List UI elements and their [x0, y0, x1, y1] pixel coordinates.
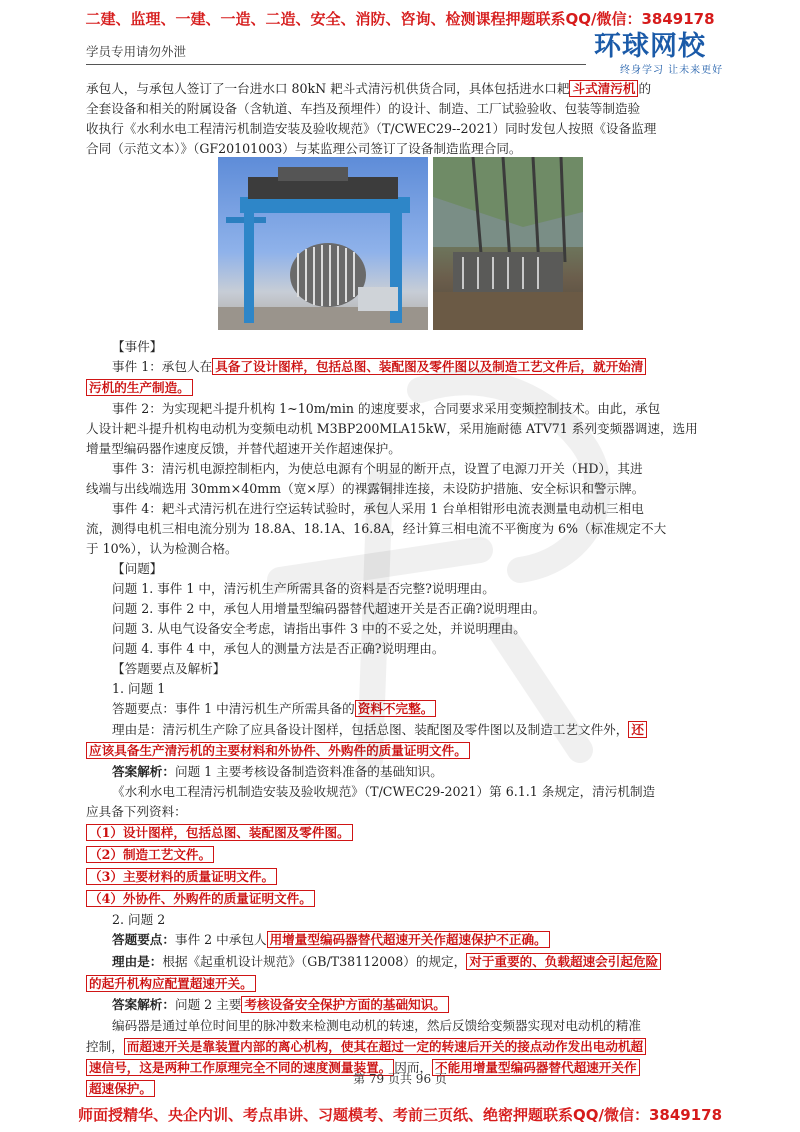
answer-1-reason-line-2 [86, 741, 736, 760]
events-heading: 【事件】 [112, 339, 163, 354]
intro-line-2: 全套设备和相关的附属设备（含轨道、车挡及预埋件）的设计、制造、工厂试验验收、包装等制造验 [86, 101, 641, 116]
intro-line-3: 收执行《水利水电工程清污机制造安装及验收规范》（T/CWEC29--2021）同时发包人按照《设备监理 [86, 121, 657, 136]
answer-2-point: 答题要点：事件 2 中承包人 用增量型编码器替代超速开关作超速保护不正确。 [112, 930, 762, 949]
answer-1-item-1: （1）设计图样，包括总图、装配图及零件图。 [86, 823, 736, 842]
answer-1-point: 答题要点：事件 1 中清污机生产所需具备的 资料不完整。 [112, 699, 762, 718]
highlight: 考核设备安全保护方面的基础知识。 [241, 996, 449, 1013]
answer-2-encoder-line-3: 速信号，这是两种工作原理完全不同的速度测量装置。 因而， 不能用增量型编码器替代超速开关作 [86, 1058, 736, 1077]
school-logo [594, 31, 744, 76]
photo-site-trash-rake [433, 157, 583, 330]
answer-2-reason-line-1: 理由是：根据《起重机设计规范》（GB/T38112008）的规定， 对于重要的、负载超速会引起危险 [112, 952, 762, 971]
highlight: 超速保护。 [86, 1080, 155, 1097]
answer-1-item-3: （3）主要材料的质量证明文件。 [86, 867, 736, 886]
answer-2-title: 2. 问题 2 [112, 912, 166, 927]
answer-1-spec-line-2: 应具备下列资料： [86, 804, 187, 819]
highlight: 具备了设计图样，包括总图、装配图及零件图以及制造工艺文件后，就开始清 [212, 358, 646, 375]
event-4-line-3: 于 10%），认为检测合格。 [86, 541, 238, 556]
question-3: 问题 3. 从电气设备安全考虑，请指出事件 3 中的不妥之处，并说明理由。 [112, 621, 526, 636]
header-notice: 学员专用请勿外泄 [86, 44, 187, 59]
logo-slogan: 终身学习 让未来更好 [620, 65, 724, 76]
answer-2-reason-line-2 [86, 974, 736, 993]
event-1-line-1: 事件 1：承包人在 具备了设计图样，包括总图、装配图及零件图以及制造工艺文件后，就开始清 [112, 357, 762, 376]
event-2-line-3: 增量型编码器作速度反馈，并替代超速开关作超速保护。 [86, 441, 401, 456]
highlight: 应该具备生产清污机的主要材料和外协件、外购件的质量证明文件。 [86, 742, 470, 759]
answer-2-encoder-line-2: 控制， 而超速开关是靠装置内部的离心机构，使其在超过一定的转速后开关的接点动作发出电动机超 [86, 1037, 736, 1056]
event-4-line-2: 流，测得电机三相电流分别为 18.8A、18.1A、16.8A，经计算三相电流不平衡度为 6%（标准规定不大 [86, 521, 667, 536]
highlight: 对于重要的、负载超速会引起危险 [466, 953, 661, 970]
highlight: 还 [628, 721, 647, 738]
logo-name: 环球网校 [594, 31, 706, 62]
answer-1-spec-line-1: 《水利水电工程清污机制造安装及验收规范》（T/CWEC29-2021）第 6.1.1 条规定，清污机制造 [112, 784, 656, 799]
event-3-line-2: 线端与出线端选用 30mm×40mm（宽×厚）的裸露铜排连接，未设防护措施、安全标识和警示牌。 [86, 481, 645, 496]
answer-1-title: 1. 问题 1 [112, 681, 166, 696]
answer-1-analysis: 答案解析：问题 1 主要考核设备制造资料准备的基础知识。 [112, 764, 443, 779]
highlight: 斗式清污机 [569, 80, 638, 97]
event-4-line-1: 事件 4：耙斗式清污机在进行空运转试验时，承包人采用 1 台单相钳形电流表测量电动机三相电 [112, 501, 644, 516]
highlight: 而超速开关是靠装置内部的离心机构，使其在超过一定的转速后开关的接点动作发出电动机超 [124, 1038, 646, 1055]
top-banner: 二建、监理、一建、一造、二造、安全、消防、咨询、检测课程押题联系QQ/微信：3849178 [85, 10, 715, 28]
bottom-banner: 师面授精华、央企内训、考点串讲、习题模考、考前三页纸、绝密押题联系QQ/微信：3849178 [77, 1106, 723, 1124]
highlight: 的起升机构应配置超速开关。 [86, 975, 256, 992]
answer-1-item-4: （4）外协件、外购件的质量证明文件。 [86, 889, 736, 908]
highlight: 速信号，这是两种工作原理完全不同的速度测量装置。 [86, 1059, 394, 1076]
intro-line-1: 承包人，与承包人签订了一台进水口 80kN 耙斗式清污机供货合同，具体包括进水口耙 斗式清污机 的 [86, 81, 652, 96]
intro-line-4: 合同（示范文本）》（GF20101003）与某监理公司签订了设备制造监理合同。 [86, 141, 522, 156]
highlight: 资料不完整。 [355, 700, 437, 717]
highlight: 不能用增量型编码器替代超速开关作 [432, 1059, 640, 1076]
answers-heading: 【答题要点及解析】 [112, 661, 226, 676]
questions-heading: 【问题】 [112, 561, 163, 576]
answer-1-item-2: （2）制造工艺文件。 [86, 845, 736, 864]
answer-1-reason-line-1: 理由是：清污机生产除了应具备设计图样，包括总图、装配图及零件图以及制造工艺文件外， 还 [112, 720, 762, 739]
answer-2-encoder-line-1: 编码器是通过单位时间里的脉冲数来检测电动机的转速，然后反馈给变频器实现对电动机的精准 [112, 1018, 641, 1033]
highlight: 污机的生产制造。 [86, 379, 193, 396]
question-1: 问题 1. 事件 1 中，清污机生产所需具备的资料是否完整?说明理由。 [112, 581, 495, 596]
header-divider [86, 64, 586, 65]
event-3-line-1: 事件 3：清污机电源控制柜内，为使总电源有个明显的断开点，设置了电源刀开关（HD），其进 [112, 461, 643, 476]
page-number: 第 79 页共 96 页 [353, 1072, 447, 1086]
photo-gantry-trash-rake [218, 157, 428, 330]
answer-2-analysis: 答案解析：问题 2 主要 考核设备安全保护方面的基础知识。 [112, 995, 762, 1014]
question-2: 问题 2. 事件 2 中，承包人用增量型编码器替代超速开关是否正确?说明理由。 [112, 601, 546, 616]
question-4: 问题 4. 事件 4 中，承包人的测量方法是否正确?说明理由。 [112, 641, 445, 656]
event-1-line-2 [86, 378, 736, 397]
event-2-line-1: 事件 2：为实现耙斗提升机构 1~10m/min 的速度要求，合同要求采用变频控制技术。由此，承包 [112, 401, 661, 416]
event-2-line-2: 人设计耙斗提升机构电动机为变频电动机 M3BP200MLA15kW，采用施耐德 ATV71 系列变频器调速，选用 [86, 421, 698, 436]
highlight: 用增量型编码器替代超速开关作超速保护不正确。 [267, 931, 550, 948]
